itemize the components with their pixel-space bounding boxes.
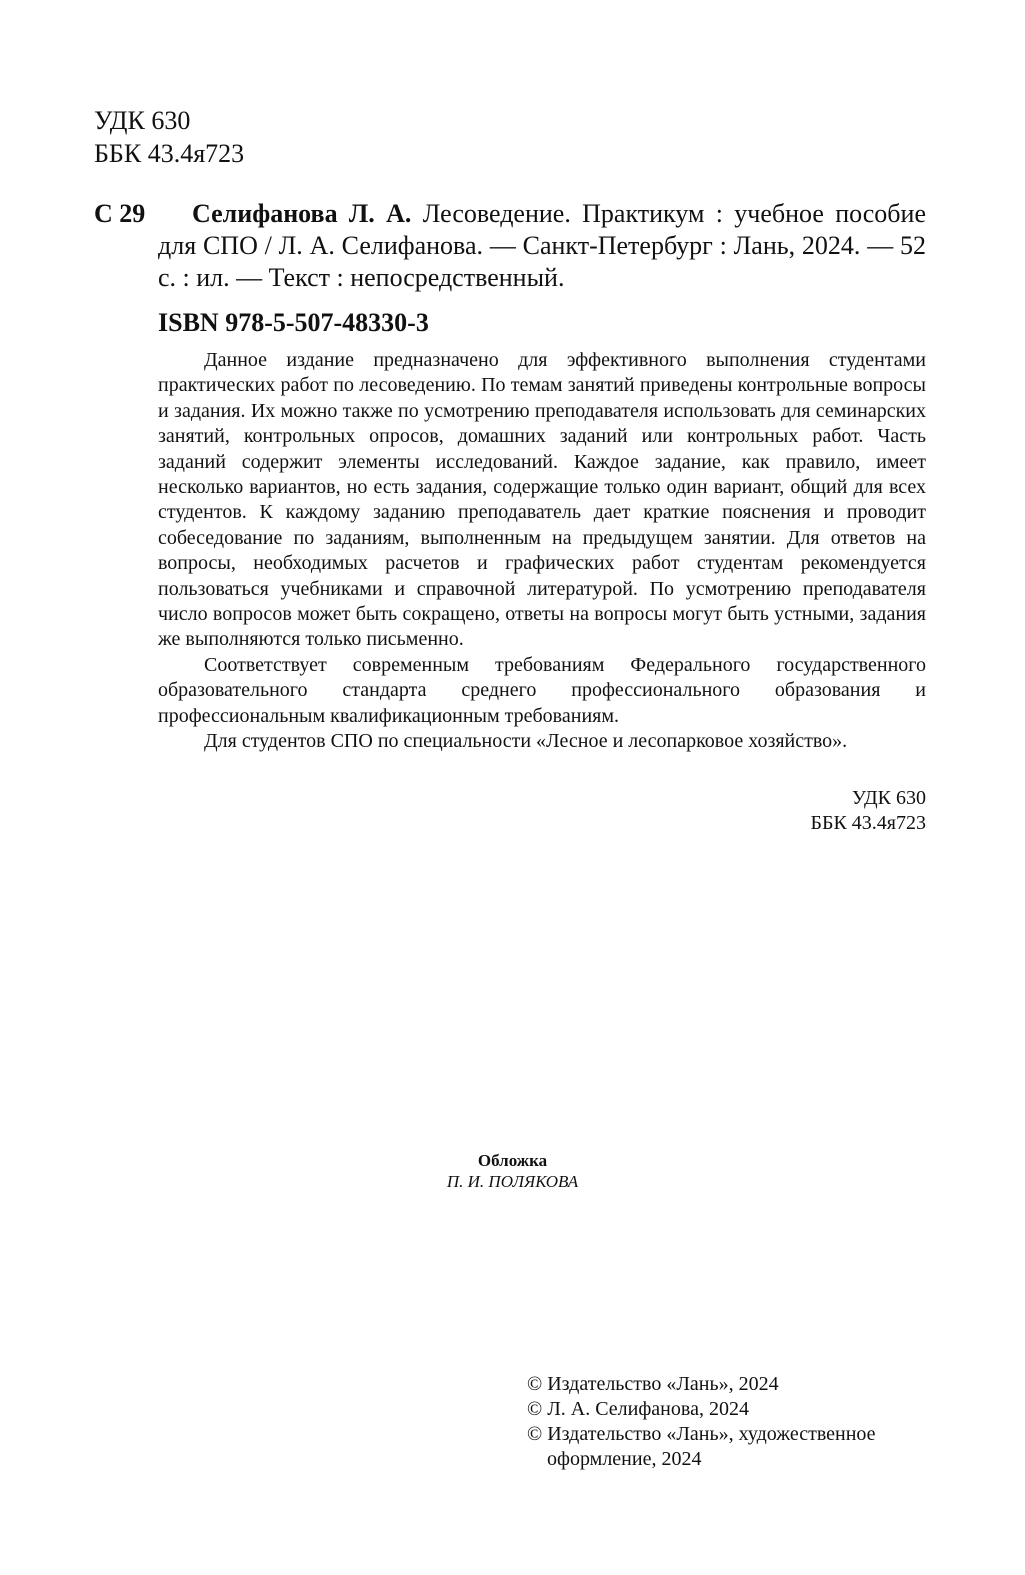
bbk-code: ББК 43.4я723	[94, 139, 245, 168]
bbk-code-bottom: ББК 43.4я723	[810, 812, 926, 834]
cover-credits	[0, 1150, 1025, 1192]
copyright-block	[527, 1372, 927, 1472]
title-description: Лесоведение. Практикум : учебное пособие для СПО / Л. А. Селифанова. — Санкт-Петербург : Лань, 2024. — 52 с. : ил. — Текст : непосредственный.	[158, 199, 926, 292]
author-name: Селифанова Л. А.	[192, 199, 412, 228]
credit-person: П. И. ПОЛЯКОВА	[446, 1172, 579, 1191]
classification-header	[94, 104, 244, 170]
author-cipher: С 29	[94, 199, 146, 228]
udk-code: УДК 630	[94, 106, 191, 135]
annotation-paragraph: Соответствует современным требованиям Федерального государственного образовательного стандарта среднего профессионального образования и профессиональным квалификационным требованиям.	[158, 653, 926, 727]
isbn: ISBN 978-5-507-48330-3	[158, 308, 429, 337]
bibliographic-description	[158, 198, 926, 294]
annotation-paragraph: Для студентов СПО по специальности «Лесное и лесопарковое хозяйство».	[204, 730, 848, 753]
copyright-line: © Л. А. Селифанова, 2024	[527, 1398, 749, 1420]
copyright-line: © Издательство «Лань», 2024	[527, 1373, 779, 1395]
classification-footer	[810, 786, 926, 836]
annotation	[158, 348, 926, 755]
udk-code-bottom: УДК 630	[851, 787, 926, 809]
copyright-line: © Издательство «Лань», художественное оформление, 2024	[527, 1423, 876, 1470]
annotation-paragraph: Данное издание предназначено для эффективного выполнения студентами практических работ по лесоведению. По темам занятий приведены контрольные вопросы и задания. Их можно также по усмотрению преподавателя использовать для семинарских занятий, контрольных опросов, домашних заданий или контрольных работ. Часть заданий содержит элементы исследований. Каждое задание, как правило, имеет несколько вариантов, но есть задания, содержащие только один вариант, общий для всех студентов. К каждому заданию преподаватель дает краткие пояснения и проводит собеседование по заданиям, выполненным на предыдущем занятии. Для ответов на вопросы, необходимых расчетов и графических работ студентам рекомендуется пользоваться учебниками и справочной литературой. По усмотрению преподавателя число вопросов может быть сокращено, ответы на вопросы могут быть устными, задания же выполняются только письменно.	[158, 349, 926, 651]
credit-role: Обложка	[477, 1151, 548, 1170]
